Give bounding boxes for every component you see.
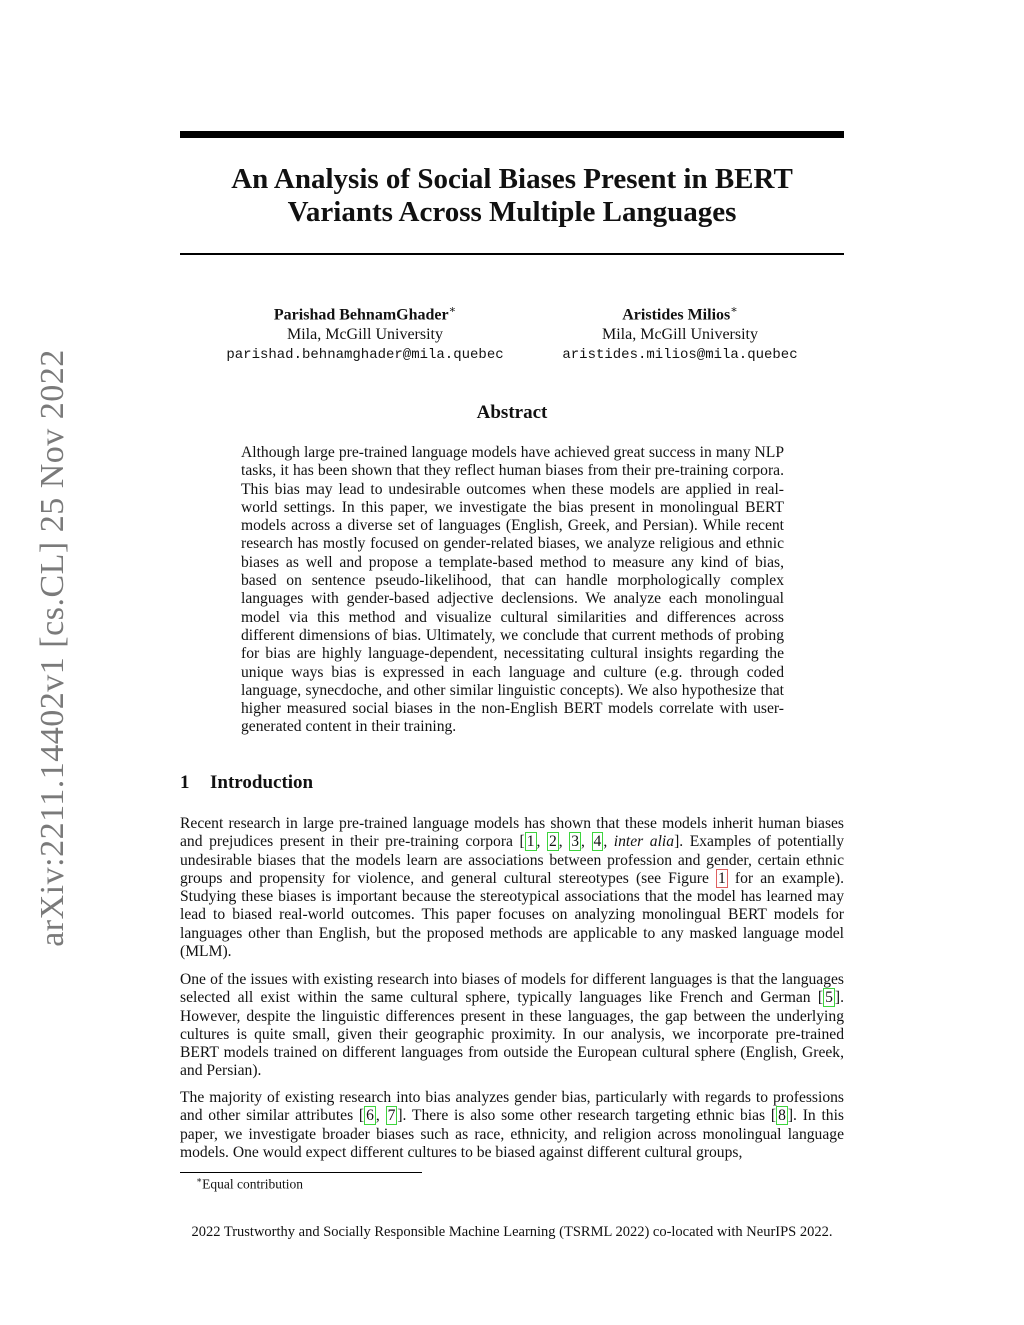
- citation-separator: ,: [603, 833, 614, 851]
- footnote-rule: [180, 1172, 422, 1173]
- paragraph-text: ]. Examples of potentially undesirable biases that the models learn are associations between profession and gender, certain ethnic groups and propensity for violence, and general cultural stereotypes (see Figure: [180, 833, 845, 887]
- italic-text: inter alia: [613, 833, 675, 851]
- author-block-2: [548, 300, 812, 365]
- author-name: Aristides Milios: [622, 306, 731, 324]
- intro-paragraph-3: [180, 1089, 844, 1162]
- intro-paragraph-1: [180, 815, 844, 961]
- footnote-mark: ∗: [196, 1175, 203, 1185]
- paragraph-text: One of the issues with existing research into biases of models for different languages is that the languages selected all exist within the same cultural sphere, typically languages like French and German [: [180, 971, 844, 1007]
- citation-separator: ,: [375, 1107, 386, 1125]
- title-top-rule: [180, 131, 844, 138]
- venue-footer: 2022 Trustworthy and Socially Responsible Machine Learning (TSRML 2022) co-located with NeurIPS 2022.: [191, 1224, 833, 1240]
- author-affiliation: Mila, McGill University: [602, 326, 758, 344]
- arxiv-identifier-stamp: arXiv:2211.14402v1 [cs.CL] 25 Nov 2022: [34, 349, 71, 947]
- paragraph-text: ]. However, despite the linguistic differences present in these languages, the gap between the underlying cultures is quite small, given their geographic proximity. In our analysis, we incorporate pre-trained BERT models trained on different languages from outside the European cultural sphere (English, Greek, and Persian).: [180, 989, 844, 1080]
- author-block-1: [210, 300, 520, 365]
- section-heading-introduction: [180, 772, 313, 794]
- section-number: 1: [180, 772, 190, 793]
- paragraph-text: Recent research in large pre-trained language models has shown that these models inherit human biases and prejudices present in their pre-training corpora [: [180, 815, 844, 851]
- citation-separator: ,: [558, 833, 570, 851]
- citation-link[interactable]: 5: [825, 989, 833, 1007]
- citation-link[interactable]: 2: [548, 833, 557, 851]
- citation-link[interactable]: 4: [593, 833, 602, 851]
- author-name: Parishad BehnamGhader: [273, 306, 449, 324]
- equal-contribution-mark: ∗: [448, 304, 457, 316]
- abstract-heading: Abstract: [476, 402, 548, 423]
- paragraph-text: ]. In this paper, we investigate broader biases such as race, ethnicity, and religion across monolingual language models. One would expect different cultures to be biased against different cultural groups,: [180, 1107, 844, 1161]
- equal-contribution-mark: ∗: [730, 304, 738, 316]
- paragraph-text: The majority of existing research into bias analyzes gender bias, particularly with regards to professions and other similar attributes [: [180, 1089, 844, 1125]
- abstract-body: Although large pre-trained language models have achieved great success in many NLP tasks, it has been shown that they reflect human biases from their pre-training corpora. This bias may lead to undesirable outcomes when these models are applied in real-world settings. In this paper, we investigate the bias present in monolingual BERT models across a diverse set of languages (English, Greek, and Persian). While recent research has mostly focused on gender-related biases, we analyze religious and ethnic biases as well and propose a template-based method to measure any kind of bias, based on sentence pseudo-likelihood, that can handle morphologically complex languages with gender-based adjective declensions. We analyze each monolingual model via this method and visualize cultural similarities and differences across different dimensions of bias. Ultimately, we conclude that current methods of probing for bias are highly language-dependent, necessitating cultural insights regarding the unique ways bias is expressed in each language and culture (e.g. through coded language, synecdoche, and other similar linguistic concepts). We also hypothesize that higher measured social biases in the non-English BERT models correlate with user-generated content in their training.: [241, 444, 784, 736]
- title-line-2: Variants Across Multiple Languages: [287, 196, 737, 228]
- citation-link[interactable]: 7: [387, 1107, 396, 1125]
- title-line-1: An Analysis of Social Biases Present in BERT: [231, 163, 793, 195]
- footnote: [196, 1175, 303, 1193]
- author-email[interactable]: aristides.milios@mila.quebec: [562, 347, 798, 364]
- citation-link[interactable]: 6: [366, 1107, 374, 1125]
- section-title: Introduction: [210, 772, 314, 793]
- paper-title: [180, 163, 844, 229]
- author-email[interactable]: parishad.behnamghader@mila.quebec: [226, 347, 504, 364]
- figure-reference-link[interactable]: 1: [718, 869, 726, 887]
- citation-separator: ,: [536, 833, 547, 851]
- footnote-text: Equal contribution: [202, 1176, 303, 1192]
- citation-separator: ,: [581, 833, 592, 851]
- citation-link[interactable]: 3: [571, 833, 580, 851]
- paragraph-text: ]. There is also some other research targeting ethnic bias [: [397, 1107, 777, 1125]
- citation-link[interactable]: 8: [778, 1107, 786, 1125]
- author-affiliation: Mila, McGill University: [287, 326, 443, 344]
- intro-paragraph-2: [180, 971, 844, 1081]
- title-bottom-rule: [180, 253, 844, 255]
- citation-link[interactable]: 1: [526, 833, 535, 851]
- paragraph-text: for an example). Studying these biases is important because the stereotypical associations that the model has learned may lead to biased real-world outcomes. This paper focuses on analyzing monolingual BERT models for languages other than English, but the proposed methods are applicable to any masked language model (MLM).: [180, 869, 844, 961]
